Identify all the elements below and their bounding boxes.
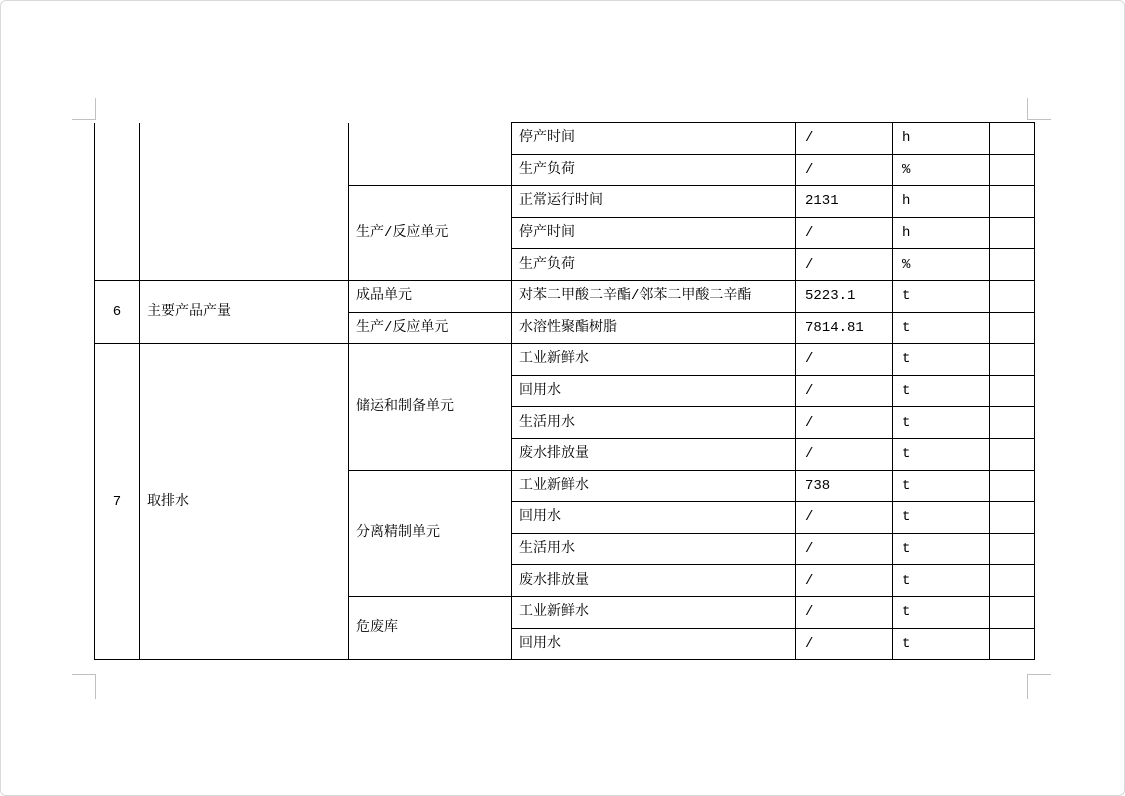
item-cell: 生产负荷	[512, 249, 796, 281]
measure-unit-cell: t	[893, 470, 990, 502]
category-cell	[140, 123, 349, 281]
unit-cell: 危废库	[349, 596, 512, 659]
unit-cell: 生产/反应单元	[349, 312, 512, 344]
value-cell: 2131	[796, 186, 893, 218]
margin-crop-mark-bottom-left	[72, 674, 96, 699]
remark-cell	[990, 123, 1035, 155]
value-cell: /	[796, 596, 893, 628]
value-cell: /	[796, 533, 893, 565]
remark-cell	[990, 502, 1035, 534]
value-cell: /	[796, 123, 893, 155]
value-cell: /	[796, 565, 893, 597]
measure-unit-cell: t	[893, 533, 990, 565]
remark-cell	[990, 628, 1035, 660]
measure-unit-cell: %	[893, 249, 990, 281]
remark-cell	[990, 438, 1035, 470]
item-cell: 废水排放量	[512, 565, 796, 597]
value-cell: /	[796, 249, 893, 281]
seq-cell: 7	[95, 344, 140, 660]
item-cell: 对苯二甲酸二辛酯/邻苯二甲酸二辛酯	[512, 280, 796, 312]
seq-cell	[95, 123, 140, 281]
remark-cell	[990, 375, 1035, 407]
item-cell: 停产时间	[512, 123, 796, 155]
measure-unit-cell: t	[893, 407, 990, 439]
category-cell: 取排水	[140, 344, 349, 660]
production-data-table	[94, 122, 1035, 660]
item-cell: 停产时间	[512, 217, 796, 249]
item-cell: 工业新鲜水	[512, 344, 796, 376]
remark-cell	[990, 565, 1035, 597]
value-cell: 7814.81	[796, 312, 893, 344]
value-cell: /	[796, 375, 893, 407]
remark-cell	[990, 533, 1035, 565]
item-cell: 生活用水	[512, 533, 796, 565]
item-cell: 生产负荷	[512, 154, 796, 186]
table-row	[95, 280, 1035, 312]
item-cell: 工业新鲜水	[512, 470, 796, 502]
measure-unit-cell: t	[893, 596, 990, 628]
table-row	[95, 123, 1035, 155]
item-cell: 生活用水	[512, 407, 796, 439]
item-cell: 工业新鲜水	[512, 596, 796, 628]
margin-crop-mark-top-right	[1027, 98, 1051, 120]
margin-crop-mark-bottom-right	[1027, 674, 1051, 699]
item-cell: 正常运行时间	[512, 186, 796, 218]
unit-cell: 生产/反应单元	[349, 186, 512, 281]
value-cell: /	[796, 217, 893, 249]
remark-cell	[990, 154, 1035, 186]
value-cell: /	[796, 344, 893, 376]
remark-cell	[990, 249, 1035, 281]
measure-unit-cell: t	[893, 312, 990, 344]
item-cell: 回用水	[512, 375, 796, 407]
unit-cell: 分离精制单元	[349, 470, 512, 596]
remark-cell	[990, 470, 1035, 502]
remark-cell	[990, 596, 1035, 628]
remark-cell	[990, 186, 1035, 218]
value-cell: /	[796, 628, 893, 660]
measure-unit-cell: t	[893, 375, 990, 407]
seq-cell: 6	[95, 280, 140, 343]
measure-unit-cell: h	[893, 186, 990, 218]
remark-cell	[990, 312, 1035, 344]
value-cell: 5223.1	[796, 280, 893, 312]
value-cell: /	[796, 407, 893, 439]
value-cell: /	[796, 154, 893, 186]
remark-cell	[990, 217, 1035, 249]
measure-unit-cell: t	[893, 438, 990, 470]
measure-unit-cell: t	[893, 502, 990, 534]
measure-unit-cell: %	[893, 154, 990, 186]
remark-cell	[990, 280, 1035, 312]
value-cell: /	[796, 502, 893, 534]
value-cell: 738	[796, 470, 893, 502]
category-cell: 主要产品产量	[140, 280, 349, 343]
value-cell: /	[796, 438, 893, 470]
item-cell: 废水排放量	[512, 438, 796, 470]
remark-cell	[990, 407, 1035, 439]
measure-unit-cell: h	[893, 123, 990, 155]
item-cell: 回用水	[512, 628, 796, 660]
unit-cell	[349, 123, 512, 186]
table-row	[95, 344, 1035, 376]
item-cell: 回用水	[512, 502, 796, 534]
unit-cell: 成品单元	[349, 280, 512, 312]
measure-unit-cell: t	[893, 628, 990, 660]
measure-unit-cell: h	[893, 217, 990, 249]
margin-crop-mark-top-left	[72, 98, 96, 120]
item-cell: 水溶性聚酯树脂	[512, 312, 796, 344]
measure-unit-cell: t	[893, 565, 990, 597]
remark-cell	[990, 344, 1035, 376]
measure-unit-cell: t	[893, 344, 990, 376]
unit-cell: 储运和制备单元	[349, 344, 512, 470]
measure-unit-cell: t	[893, 280, 990, 312]
